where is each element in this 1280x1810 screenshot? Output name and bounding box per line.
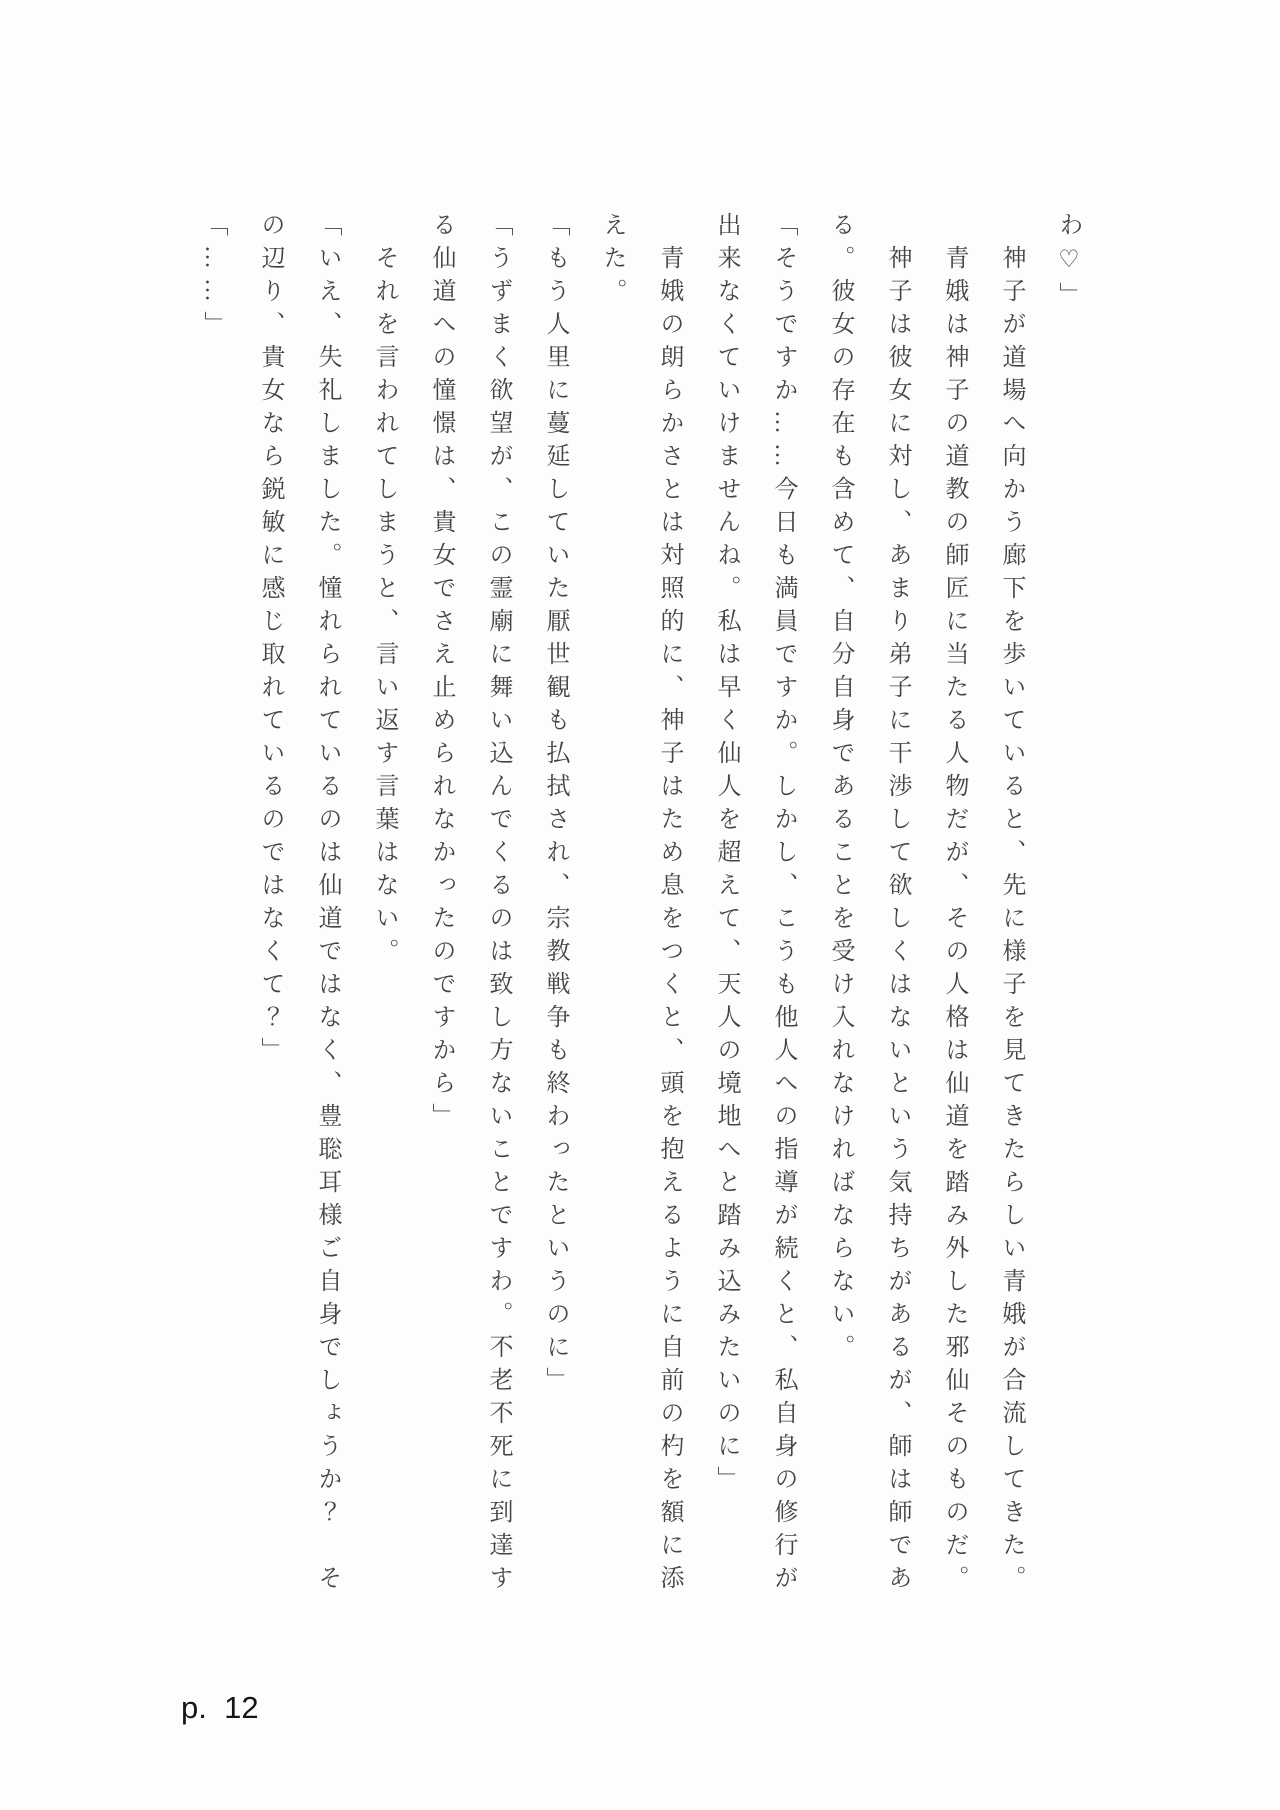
text-column: わ♡」 xyxy=(1055,212,1081,315)
text-column: それを言われてしまうと、言い返す言葉はない。 xyxy=(371,212,397,971)
text-column: 青娥は神子の道教の師匠に当たる人物だが、その人格は仙道を踏み外した邪仙そのものだ。 xyxy=(941,212,967,1598)
text-column: 「いえ、失礼しました。憧れられているのは仙道ではなく、豊聡耳様ご自身でしょうか？ そ xyxy=(314,212,340,1598)
text-column: 「うずまく欲望が、この霊廟に舞い込んでくるのは致し方ないことですわ。不老不死に到達す xyxy=(485,212,511,1598)
page-number: p. 12 xyxy=(181,1690,259,1725)
text-column: 出来なくていけませんね。私は早く仙人を超えて、天人の境地へと踏み込みたいのに」 xyxy=(713,212,739,1499)
text-column: る仙道への憧憬は、貴女でさえ止められなかったのですから」 xyxy=(428,212,454,1136)
text-column: 神子が道場へ向かう廊下を歩いていると、先に様子を見てきたらしい青娥が合流してきた。 xyxy=(998,212,1024,1598)
text-column: 「もう人里に蔓延していた厭世観も払拭され、宗教戦争も終わったというのに」 xyxy=(542,212,568,1400)
text-column: の辺り、貴女なら鋭敏に感じ取れているのではなくて？」 xyxy=(257,212,283,1070)
text-column: えた。 xyxy=(599,212,625,311)
text-column: 「……」 xyxy=(200,212,226,344)
text-column: 「そうですか……今日も満員ですか。しかし、こうも他人への指導が続くと、私自身の修行が xyxy=(770,212,796,1598)
text-column: 青娥の朗らかさとは対照的に、神子はため息をつくと、頭を抱えるように自前の杓を額に添 xyxy=(656,212,682,1598)
text-column: 神子は彼女に対し、あまり弟子に干渉して欲しくはないという気持ちがあるが、師は師であ xyxy=(884,212,910,1598)
text-column: る。彼女の存在も含めて、自分自身であることを受け入れなければならない。 xyxy=(827,212,853,1367)
vertical-text-block xyxy=(184,212,1096,1632)
